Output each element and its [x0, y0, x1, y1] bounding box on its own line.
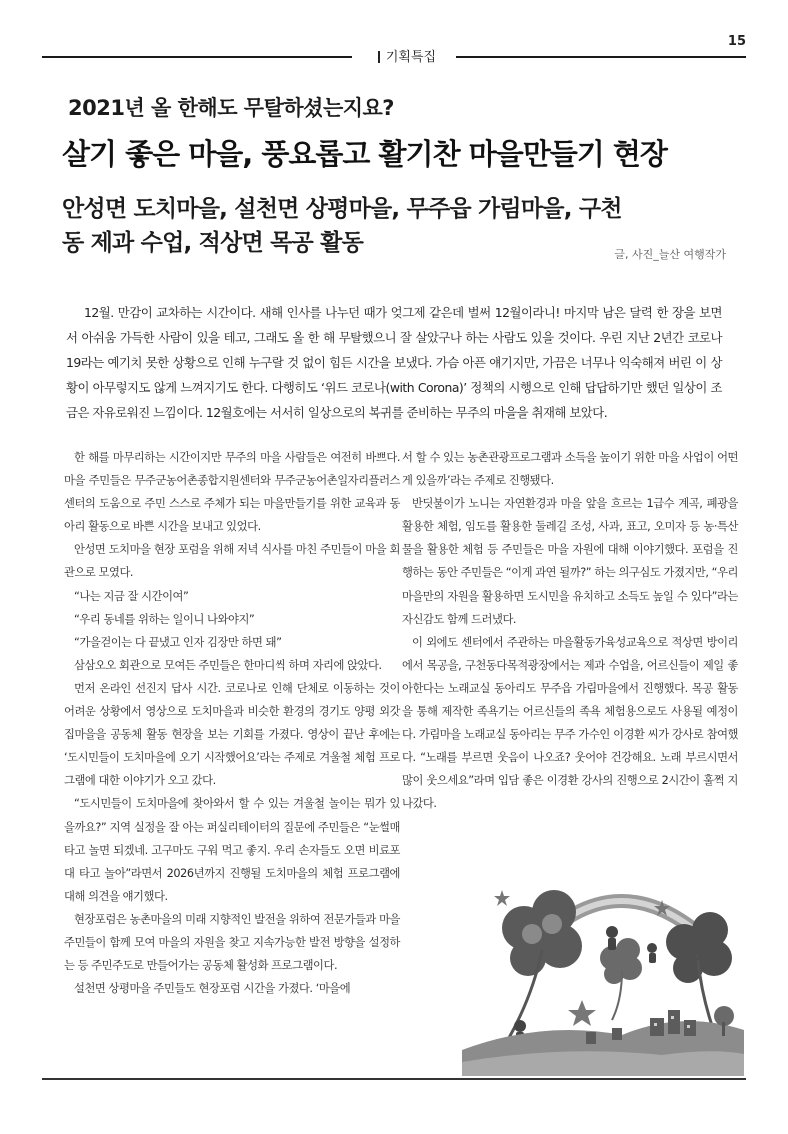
paragraph: “도시민들이 도치마을에 찾아와서 할 수 있는 겨울철 놀이는 뭐가 있을까요?” 지역 실정을 잘 아는 퍼실리테이터의 질문에 주민들은 “눈썰매 타고 놀면 되겠네. 고구마도 구워 먹고 좋지. 우리 손자들도 오면 비료포대 타고 놀아”라면서 2026년까지 진행될 도치마을의 체험 프로그램에 대해 의견을 얘기했다.	[64, 797, 400, 903]
article-headline: 살기 좋은 마을, 풍요롭고 활기찬 마을만들기 현장	[62, 137, 667, 171]
bottom-rule	[42, 1078, 746, 1080]
section-label: 기획특집	[385, 50, 437, 65]
paragraph: 안성면 도치마을 현장 포럼을 위해 저녁 식사를 마친 주민들이 마을 회관으로 모였다.	[64, 543, 400, 580]
paragraph: 이 외에도 센터에서 주관하는 마을활동가육성교육으로 적상면 방이리에서 목공을, 구천동다목적광장에서는 제과 수업을, 어르신들이 제일 좋아한다는 노래교실 동아리도 무주읍 가림마을에서 진행했다. 목공 활동을 통해 제작한 족욕기는 어르신들의 족욕 체험용으로도 사용될 예정이다. 가림마을 노래교실 동아리는 무주 가수인 이경환 씨가 강사로 참여했다. “노래를 부르면 웃음이 나오죠? 웃어야 건강해요. 노래 부르시면서 많이 웃으세요”라며 입담 좋은 이경환 강사의 진행으로 2시간이 훌쩍 지나갔다.	[402, 635, 738, 811]
paragraph: 설천면 상평마을 주민들도 현장포럼 시간을 가졌다. ‘마을에	[74, 982, 351, 996]
section-rule-right	[456, 56, 746, 58]
article-byline: 글, 사진_늘산 여행작가	[614, 248, 726, 261]
paragraph: 반딧불이가 노니는 자연환경과 마을 앞을 흐르는 1급수 계곡, 폐광을 활용한 체험, 임도를 활용한 둘레길 조성, 사과, 표고, 오미자 등 농·특산물을 활용한 체험 등 주민들은 마을 자원에 대해 이야기했다. 포럼을 진행하는 동안 주민들은 “이게 과연 될까?” 하는 의구심도 가졌지만, “우리 마을만의 자원을 활용하면 도시민을 유치하고 소득도 높일 수 있다”라는 자신감도 함께 드러냈다.	[402, 497, 738, 626]
article-column-left	[64, 446, 400, 1000]
paragraph: 현장포럼은 농촌마을의 미래 지향적인 발전을 위하여 전문가들과 마을 주민들이 함께 모여 마을의 자원을 찾고 지속가능한 발전 방향을 설정하는 등 주민주도로 만들어가는 공동체 활성화 프로그램이다.	[64, 912, 400, 973]
quote: “가을걷이는 다 끝냈고 인자 김장만 하면 돼”	[74, 635, 282, 649]
page-number: 15	[727, 34, 746, 49]
article-lede	[66, 300, 722, 425]
paragraph: 한 해를 마무리하는 시간이지만 무주의 마을 사람들은 여전히 바쁘다. 마을 주민들은 무주군농어촌종합지원센터와 무주군농어촌일자리플러스센터의 도움으로 주민 스스로 주체가 되는 마을만들기를 위한 교육과 동아리 활동으로 바쁜 시간을 보내고 있었다.	[64, 451, 400, 534]
article-kicker: 2021년 올 한해도 무탈하셨는지요?	[68, 96, 394, 120]
paragraph: 서 할 수 있는 농촌관광프로그램과 소득을 높이기 위한 마을 사업이 어떤 게 있을까’라는 주제로 진행됐다.	[402, 451, 738, 488]
paragraph: 삼삼오오 회관으로 모여든 주민들은 한마디씩 하며 자리에 앉았다.	[74, 658, 382, 672]
quote: “나는 지금 잘 시간이여”	[74, 589, 189, 603]
article-column-right	[402, 446, 738, 816]
section-rule-left	[42, 56, 352, 58]
lede-paragraph: 12월. 만감이 교차하는 시간이다. 새해 인사를 나누던 때가 엊그제 같은데 벌써 12월이라니! 마지막 남은 달력 한 장을 보면서 아쉬움 가득한 사람이 있을 테고, 그래도 올 한 해 무탈했으니 잘 살았구나 하는 사람도 있을 것이다. 우린 지난 2년간 코로나19라는 예기치 못한 상황으로 인해 누구랄 것 없이 힘든 시간을 보냈다. 가슴 아픈 얘기지만, 가끔은 너무나 익숙해져 버린 이 상황이 아무렇지도 않게 느껴지기도 한다. 다행히도 ‘위드 코로나(with Corona)’ 정책의 시행으로 인해 답답하기만 했던 일상이 조금은 자유로워진 느낌이다. 12월호에는 서서히 일상으로의 복귀를 준비하는 무주의 마을을 취재해 보았다.	[66, 305, 722, 420]
section-tag	[352, 46, 456, 65]
section-tag-bar	[378, 51, 380, 63]
article-subhead: 안성면 도치마을, 설천면 상평마을, 무주읍 가림마을, 구천동 제과 수업, 적상면 목공 활동	[62, 196, 622, 256]
paragraph: 먼저 온라인 선진지 답사 시간. 코로나로 인해 단체로 이동하는 것이 어려운 상황에서 영상으로 도치마을과 비슷한 환경의 경기도 양평 외갓집마을을 공동체 활동 현장을 보는 기회를 가졌다. 영상이 끝난 후에는 ‘도시민들이 도치마을에 오기 시작했어요’라는 주제로 겨울철 체험 프로그램에 대한 이야기가 오고 갔다.	[64, 681, 400, 788]
clover-village-illustration	[462, 850, 744, 1076]
quote: “우리 동네를 위하는 일이니 나와야지”	[74, 612, 255, 626]
